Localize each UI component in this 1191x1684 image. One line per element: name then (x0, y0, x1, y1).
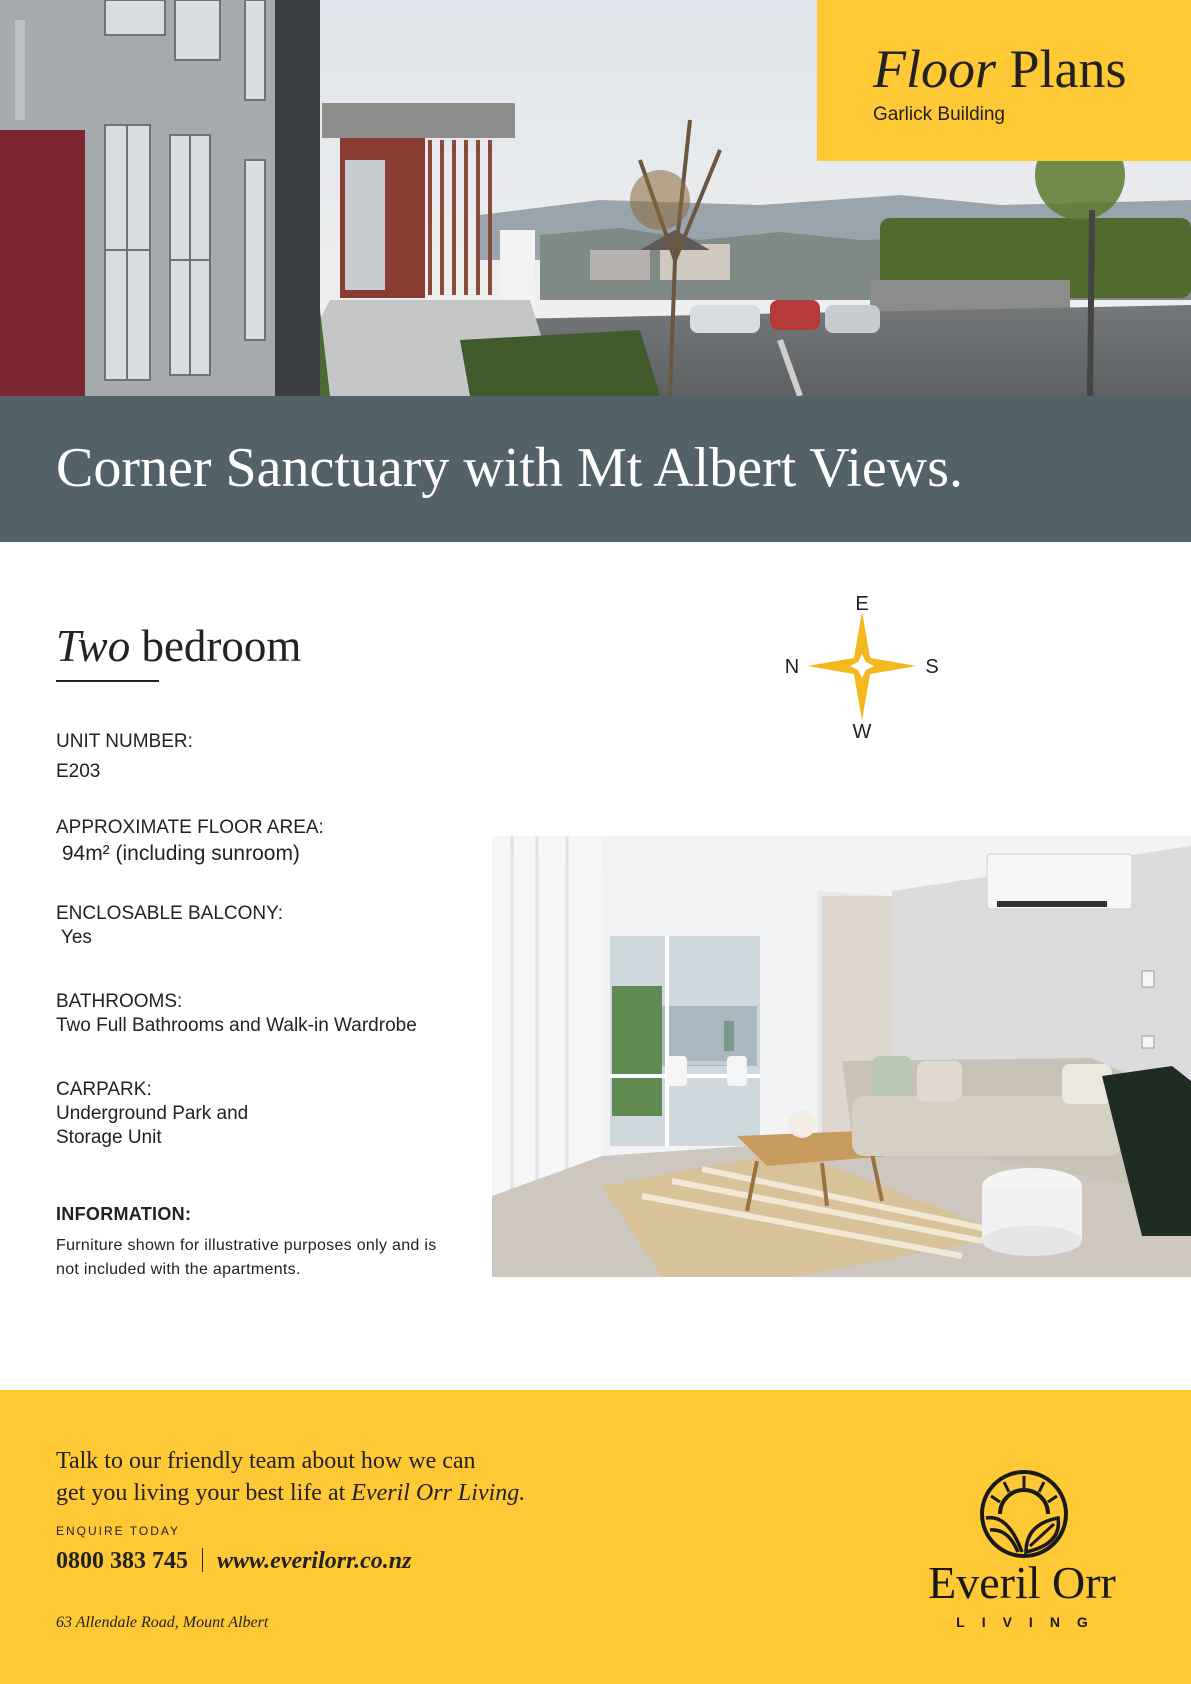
compass-right-label: S (925, 656, 939, 678)
address: 63 Allendale Road, Mount Albert (56, 1614, 269, 1631)
page-title-italic: Floor (873, 39, 997, 99)
phone-number[interactable]: 0800 383 745 (56, 1548, 188, 1574)
floor-area-value: 94m² (including sunroom) (56, 842, 300, 865)
carpark-value-line-2: Storage Unit (56, 1127, 162, 1148)
building-name: Garlick Building (873, 104, 1005, 125)
title-box (817, 0, 1191, 161)
headline: Corner Sanctuary with Mt Albert Views. (56, 437, 964, 499)
bathrooms-value: Two Full Bathrooms and Walk-in Wardrobe (56, 1015, 417, 1036)
footer-message (56, 1445, 525, 1509)
living-room-photo (492, 836, 1191, 1277)
compass-bottom-label: W (852, 721, 872, 740)
heading-underline (56, 680, 159, 682)
balcony-label: ENCLOSABLE BALCONY: (56, 903, 284, 924)
compass (770, 590, 950, 740)
enquire-label: ENQUIRE TODAY (56, 1524, 181, 1538)
logo-name: Everil Orr (928, 1557, 1116, 1608)
headline-banner (0, 396, 1191, 542)
carpark-label: CARPARK: (56, 1079, 152, 1100)
bathrooms-label: BATHROOMS: (56, 991, 183, 1012)
information-label: INFORMATION: (56, 1204, 192, 1224)
footer-message-line-2 (56, 1477, 525, 1509)
page-title-regular: Plans (1009, 39, 1127, 99)
bedroom-word: bedroom (141, 621, 302, 671)
footer-message-brand: Everil Orr Living. (351, 1480, 526, 1506)
compass-top-label: E (855, 593, 869, 615)
information-text: Furniture shown for illustrative purposes only and is not included with the apartments. (56, 1237, 437, 1278)
contact-row (56, 1548, 411, 1575)
carpark-value-line-1: Underground Park and (56, 1103, 249, 1124)
unit-number-value: E203 (56, 761, 101, 782)
footer-message-line-1: Talk to our friendly team about how we can (56, 1448, 476, 1474)
floor-area-label: APPROXIMATE FLOOR AREA: (56, 817, 324, 838)
bedroom-heading (56, 622, 301, 672)
logo-subtitle: LIVING (956, 1614, 1105, 1630)
balcony-value: Yes (56, 927, 92, 948)
contact-divider (202, 1548, 203, 1572)
footer-message-prefix: get you living your best life at (56, 1480, 352, 1506)
unit-number-label: UNIT NUMBER: (56, 731, 193, 752)
compass-left-label: N (784, 656, 800, 678)
sun-leaf-icon (978, 1468, 1070, 1560)
footer (0, 1390, 1191, 1684)
page-title (873, 39, 1127, 99)
website-link[interactable]: www.everilorr.co.nz (217, 1548, 412, 1574)
compass-star-icon (808, 612, 916, 720)
bedroom-count: Two (56, 621, 131, 671)
